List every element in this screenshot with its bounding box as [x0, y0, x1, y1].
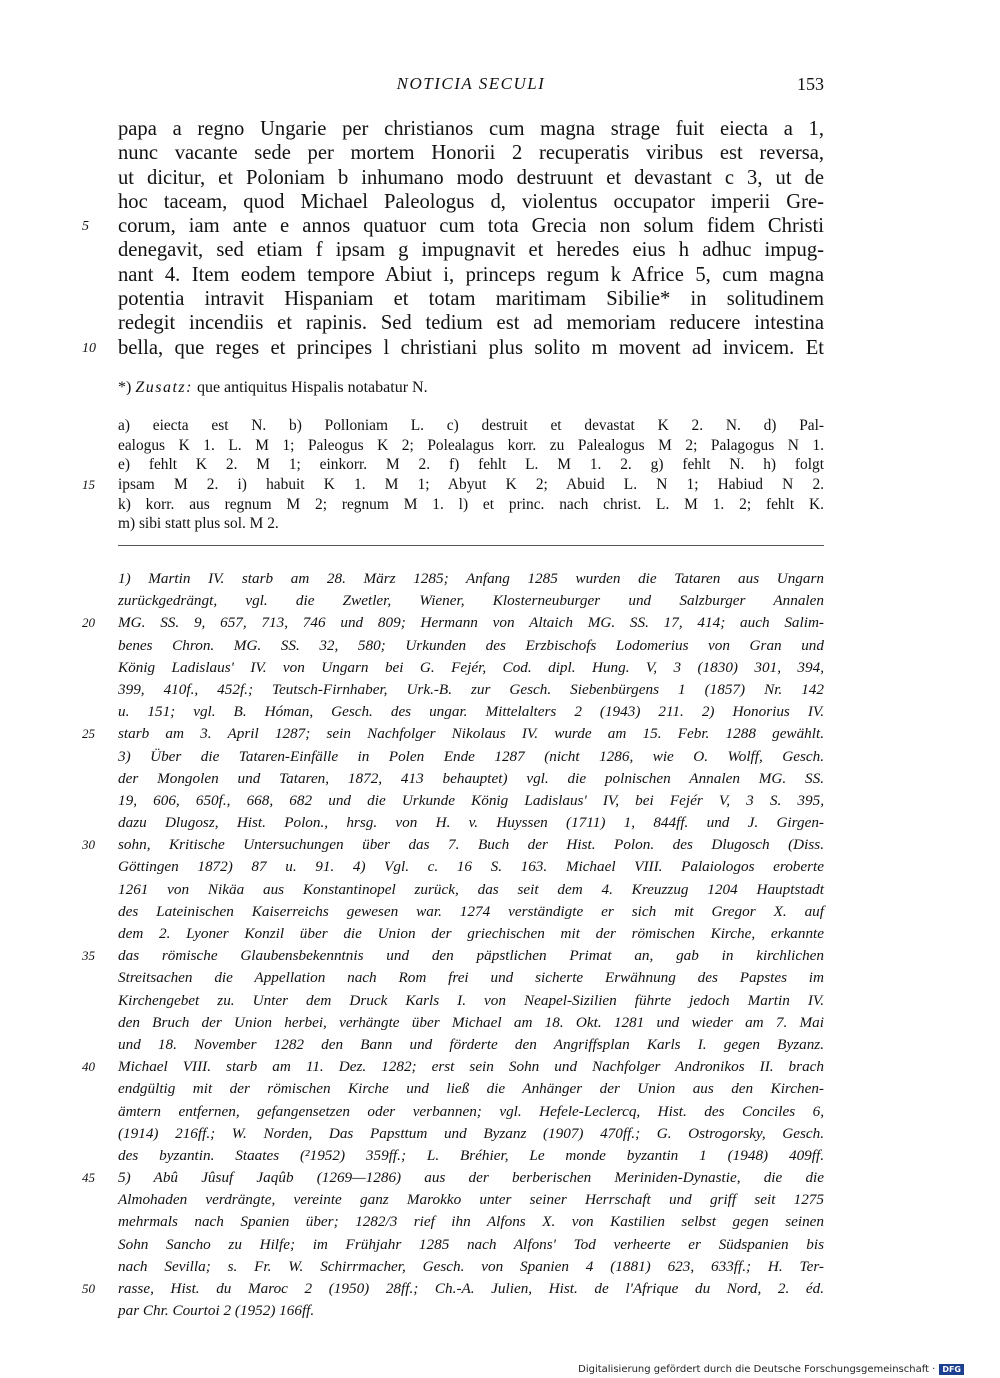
text-line	[82, 214, 824, 238]
line-number: 50	[82, 1281, 95, 1296]
footnote-line-text: Streitsachen die Appellation nach Rom frei und sicherte Erwähnung des Papstes im	[118, 969, 824, 987]
text-line-text: papa a regno Ungarie per christianos cum magna strage fuit eiecta a 1,	[118, 118, 824, 140]
footnote-line	[82, 723, 824, 745]
footnote-line	[118, 679, 824, 701]
footnote-line-text: MG. SS. 9, 657, 713, 746 und 809; Hermann von Altaich MG. SS. 17, 414; auch Salim-	[118, 614, 824, 632]
apparatus-line	[82, 475, 824, 495]
text-line	[118, 166, 824, 190]
footnote-line-text: 5) Abû Jûsuf Jaqûb (1269—1286) aus der berberischen Meriniden-Dynastie, die die	[118, 1169, 824, 1187]
apparatus-line-text: e) fehlt K 2. M 1; einkorr. M 2. f) fehlt L. M 1. 2. g) fehlt N. h) folgt	[118, 456, 824, 474]
footnote-line-text: 399, 410f., 452f.; Teutsch-Firnhaber, Urk.-B. zur Gesch. Siebenbürgens 1 (1857) Nr. 142	[118, 680, 824, 698]
footnote-line	[82, 945, 824, 967]
apparatus-line-text: m) sibi statt plus sol. M 2.	[118, 515, 279, 533]
line-number: 30	[82, 837, 95, 853]
footnote-line	[118, 790, 824, 812]
footnote-line-text: rasse, Hist. du Maroc 2 (1950) 28ff.; Ch.-A. Julien, Hist. de l'Afrique du Nord, 2. éd.	[118, 1280, 824, 1297]
footnote-line-text: par Chr. Courtoi 2 (1952) 166ff.	[118, 1302, 315, 1320]
text-line	[118, 117, 824, 141]
footnote-line-text: das römische Glaubensbekenntnis und den päpstlichen Primat an, gab in kirchlichen	[118, 947, 824, 965]
addition-label: Zusatz:	[135, 379, 193, 396]
footnote-line	[118, 1211, 824, 1233]
text-line-text: redegit incendiis et rapinis. Sed tedium est ad memoriam reducere intestina	[118, 312, 824, 335]
footnote-line-text: Kirchengebet zu. Unter dem Druck Karls I. von Neapel-Sizilien führte jedoch Martin IV.	[118, 991, 824, 1009]
line-number: 45	[82, 1170, 95, 1186]
footnote-line-text: Michael VIII. starb am 11. Dez. 1282; erst sein Sohn und Nachfolger Andronikos II. brach	[118, 1058, 824, 1076]
footnote-line	[82, 1167, 824, 1189]
text-line	[118, 311, 824, 335]
footnote-line-text: u. 151; vgl. B. Hóman, Gesch. des ungar. Mittelalters 2 (1943) 211. 2) Honorius IV.	[118, 703, 824, 721]
footnote-line	[118, 1234, 824, 1256]
footnote-line	[118, 1078, 824, 1100]
line-number: 15	[82, 477, 95, 493]
footnote-line	[82, 1278, 824, 1300]
text-line-text: corum, iam ante e annos quatuor cum tota Grecia non solum fidem Christi	[118, 215, 824, 238]
footnote-line	[82, 612, 824, 634]
footnote-line	[118, 1189, 824, 1211]
footnote-line	[118, 746, 824, 768]
apparatus-line-text: ealogus K 1. L. M 1; Paleogus K 2; Polealagus korr. zu Palealogus M 2; Palagogus N 1.	[118, 436, 824, 454]
line-number: 35	[82, 948, 95, 964]
footnote-line-text: 1261 von Nikäa aus Konstantinopel zurück, das seit dem 4. Kreuzzug 1204 Hauptstadt	[118, 880, 824, 898]
footnote-line	[118, 1145, 824, 1167]
line-number: 40	[82, 1059, 95, 1075]
text-line-text: nunc vacante sede per mortem Honorii 2 recuperatis viribus est reversa,	[118, 142, 824, 165]
footnote-line-text: König Ladislaus' IV. von Ungarn bei G. Fejér, Cod. dipl. Hung. V, 3 (1830) 301, 394,	[118, 658, 824, 676]
footnote-divider	[118, 545, 824, 546]
text-line-text: bella, que reges et principes l christiani plus solito m movent ad invicem. Et	[118, 336, 824, 359]
critical-apparatus	[82, 416, 824, 534]
footnote-line	[118, 568, 824, 590]
apparatus-line	[118, 455, 824, 475]
footnote-line	[82, 834, 824, 856]
footnote-line	[118, 701, 824, 723]
footnote-line-text: des byzantin. Staates (²1952) 359ff.; L. Bréhier, Le monde byzantin 1 (1948) 409ff.	[118, 1146, 824, 1164]
footnote-line	[118, 1256, 824, 1278]
footnote-line-text: zurückgedrängt, vgl. die Zwetler, Wiener, Klosterneuburger und Salzburger Annalen	[118, 592, 824, 610]
footnote-line-text: des Lateinischen Kaiserreichs gewesen war. 1274 verständigte er sich mit Gregor X. auf	[118, 902, 824, 920]
footnote-line-text: der Mongolen und Tataren, 1872, 413 behauptet) vgl. die polnischen Annalen MG. SS.	[118, 769, 824, 787]
footnote-line-text: Sohn Sancho zu Hilfe; im Frühjahr 1285 nach Alfons' Tod verheerte er Südspanien bis	[118, 1235, 824, 1253]
footnote-line-text: ämtern entfernen, gefangensetzen oder verbannen; vgl. Hefele-Leclercq, Hist. des Conciles 6,	[118, 1102, 824, 1120]
running-head: NOTICIA SECULI	[396, 74, 546, 93]
apparatus-line-text: a) eiecta est N. b) Polloniam L. c) destruit et devastat K 2. N. d) Pal-	[118, 417, 824, 434]
text-line-text: hoc taceam, quod Michael Paleologus d, violentus occupator imperii Gre-	[118, 190, 824, 213]
page-number: 153	[797, 74, 824, 94]
footnote-line	[118, 856, 824, 878]
footnote-line-text: Almohaden verdrängte, vereinte ganz Marokko unter seiner Herrschaft und griff seit 1275	[118, 1191, 824, 1209]
footnote-line-text: sohn, Kritische Untersuchungen über das 7. Buch der Hist. Polon. des Dlugosch (Diss.	[118, 836, 824, 854]
footnote-line	[118, 635, 824, 657]
footnote-line	[118, 768, 824, 790]
footnote-line	[118, 1012, 824, 1034]
footnote-line-text: Göttingen 1872) 87 u. 91. 4) Vgl. c. 16 S. 163. Michael VIII. Palaiologos eroberte	[118, 858, 824, 876]
page-header	[118, 74, 824, 102]
footnote-line-text: 3) Über die Tataren-Einfälle in Polen Ende 1287 (nicht 1286, wie O. Wolff, Gesch.	[118, 747, 824, 765]
apparatus-line	[118, 495, 824, 515]
text-line	[118, 141, 824, 165]
footnote-line	[118, 1101, 824, 1123]
text-line	[118, 287, 824, 311]
footnote-line	[82, 1056, 824, 1078]
apparatus-line	[118, 514, 824, 534]
footnote-line-text: 19, 606, 650f., 668, 682 und die Urkunde König Ladislaus' IV, bei Fejér V, 3 S. 395,	[118, 791, 824, 809]
text-line-text: nant 4. Item eodem tempore Abiut i, princeps regum k Africe 5, cum magna	[118, 263, 824, 286]
apparatus-line-text: ipsam M 2. i) habuit K 1. M 1; Abyut K 2; Abuid L. N 1; Habiud N 2.	[118, 476, 824, 494]
apparatus-line	[118, 436, 824, 456]
footnote-line	[118, 1123, 824, 1145]
footnote-line	[118, 657, 824, 679]
digitization-footer	[578, 1364, 964, 1375]
footer-text: Digitalisierung gefördert durch die Deutsche Forschungsgemeinschaft ·	[578, 1364, 936, 1375]
footnote-line	[118, 590, 824, 612]
footnote-line	[118, 879, 824, 901]
text-line	[118, 263, 824, 287]
footnote-line-text: mehrmals nach Spanien über; 1282/3 rief ihn Alfons X. von Kastilien selbst gegen seinen	[118, 1213, 824, 1231]
footnote-line-text: endgültig mit der römischen Kirche und ließ die Anhänger der Union aus den Kirchen-	[118, 1080, 824, 1098]
line-number: 5	[82, 219, 89, 235]
text-line-text: potentia intravit Hispaniam et totam maritimam Sibilie* in solitudinem	[118, 288, 824, 311]
text-line-text: ut dicitur, et Poloniam b inhumano modo destruunt et devastant c 3, ut de	[118, 166, 824, 189]
footnote-line-text: (1914) 216ff.; W. Norden, Das Papsttum und Byzanz (1907) 470ff.; G. Ostrogorsky, Gesch.	[118, 1124, 824, 1142]
text-line	[82, 336, 824, 360]
footnote-line	[118, 990, 824, 1012]
dfg-logo: DFG	[939, 1364, 964, 1375]
main-text	[82, 117, 824, 360]
footnote-line-text: 1) Martin IV. starb am 28. März 1285; Anfang 1285 wurden die Tataren aus Ungarn	[118, 570, 824, 587]
footnote-line	[118, 967, 824, 989]
addition-note	[118, 378, 824, 398]
text-line	[118, 238, 824, 262]
footnote-line-text: dem 2. Lyoner Konzil über die Union der griechischen mit der römischen Kirche, erkannte	[118, 925, 824, 942]
footnote-line-text: starb am 3. April 1287; sein Nachfolger Nikolaus IV. wurde am 15. Febr. 1288 gewählt.	[118, 725, 824, 743]
line-number: 10	[82, 340, 96, 356]
line-number: 25	[82, 726, 95, 742]
footnote-line	[118, 901, 824, 923]
footnote-line-text: den Bruch der Union herbei, verhängte über Michael am 18. Okt. 1281 und wieder am 7. Mai	[118, 1013, 824, 1031]
text-line	[118, 190, 824, 214]
apparatus-line	[118, 416, 824, 436]
footnote-line-text: und 18. November 1282 den Bann und förderte den Angriffsplan Karls I. gegen Byzanz.	[118, 1035, 824, 1053]
line-number: 20	[82, 615, 95, 631]
text-line-text: denegavit, sed etiam f ipsam g impugnavit et heredes eius h adhuc impug-	[118, 239, 824, 262]
footnote-line	[118, 1300, 824, 1322]
footnote-line	[118, 1034, 824, 1056]
addition-text: que antiquitus Hispalis notabatur N.	[196, 379, 428, 396]
addition-marker: *)	[118, 379, 132, 396]
footnote-line	[118, 923, 824, 945]
footnote-line-text: benes Chron. MG. SS. 32, 580; Urkunden des Erzbischofs Lodomerius von Gran und	[118, 636, 824, 654]
footnote-line	[118, 812, 824, 834]
footnote-line-text: dazu Dlugosz, Hist. Polon., hrsg. von H. v. Huyssen (1711) 1, 844ff. und J. Girgen-	[118, 814, 824, 832]
footnotes	[82, 568, 824, 1322]
footnote-line-text: nach Sevilla; s. Fr. W. Schirrmacher, Gesch. von Spanien 4 (1881) 623, 633ff.; H. Ter-	[118, 1257, 824, 1275]
apparatus-line-text: k) korr. aus regnum M 2; regnum M 1. l) et princ. nach christ. L. M 1. 2; fehlt K.	[118, 495, 824, 513]
